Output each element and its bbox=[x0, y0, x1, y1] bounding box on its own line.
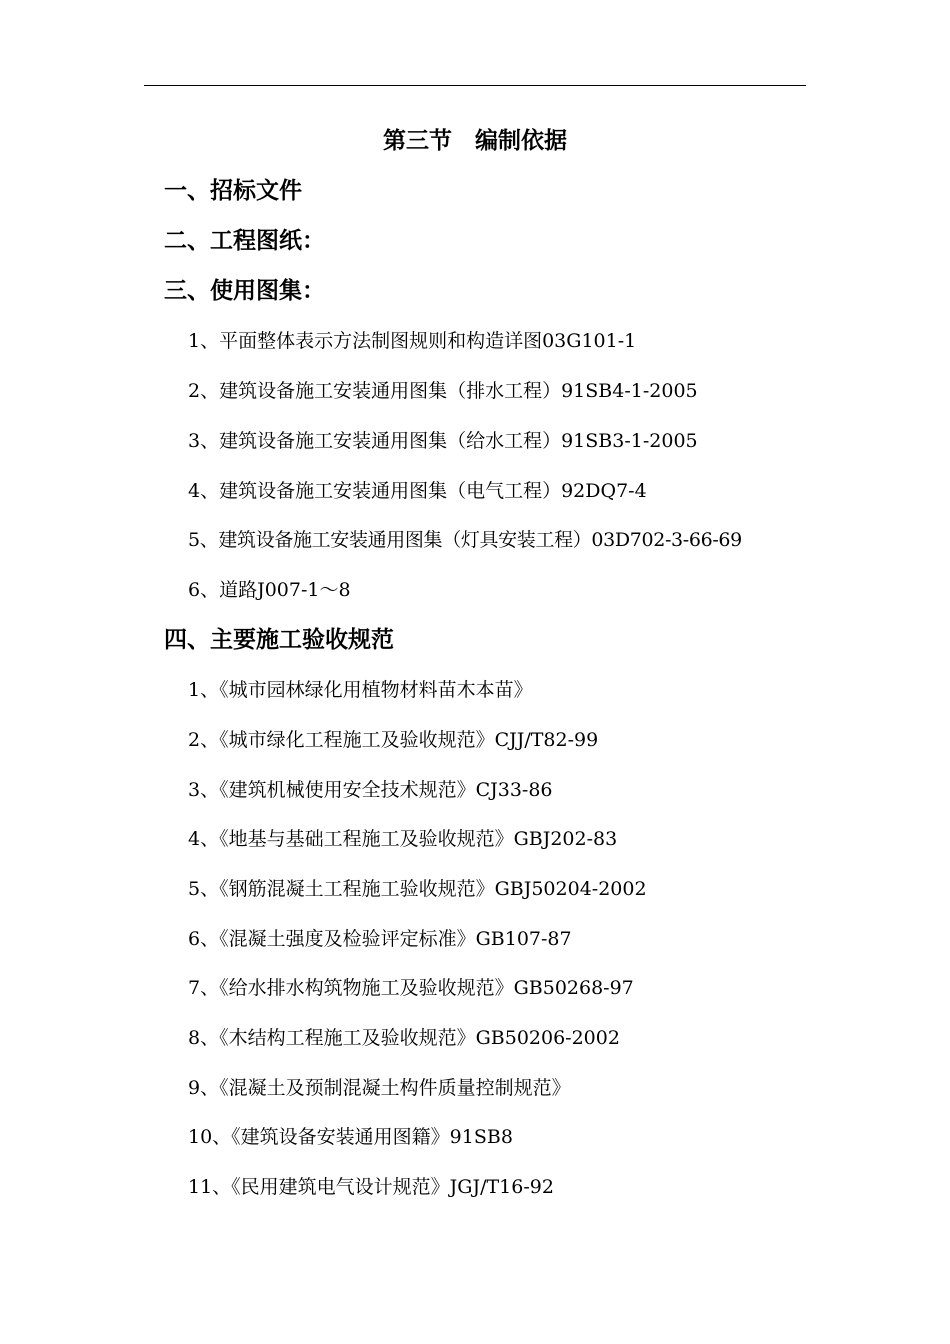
atlas-item-3: 3、建筑设备施工安装通用图集（给水工程）91SB3-1-2005 bbox=[188, 430, 698, 452]
spec-item-5: 5、《钢筋混凝土工程施工验收规范》GBJ50204-2002 bbox=[188, 878, 647, 900]
heading-tender-documents: 一、招标文件 bbox=[164, 178, 302, 204]
atlas-item-1: 1、平面整体表示方法制图规则和构造详图03G101-1 bbox=[188, 330, 637, 352]
atlas-item-4: 4、建筑设备施工安装通用图集（电气工程）92DQ7-4 bbox=[188, 480, 647, 502]
heading-acceptance-specs: 四、主要施工验收规范 bbox=[164, 627, 394, 653]
spec-item-7: 7、《给水排水构筑物施工及验收规范》GB50268-97 bbox=[188, 977, 634, 999]
spec-item-2: 2、《城市绿化工程施工及验收规范》CJJ/T82-99 bbox=[188, 729, 599, 751]
heading-atlases: 三、使用图集： bbox=[164, 278, 325, 304]
atlas-item-2: 2、建筑设备施工安装通用图集（排水工程）91SB4-1-2005 bbox=[188, 380, 698, 402]
spec-item-9: 9、《混凝土及预制混凝土构件质量控制规范》 bbox=[188, 1077, 571, 1099]
atlas-item-6: 6、道路J007-1～8 bbox=[188, 579, 351, 601]
section-title: 第三节 编制依据 bbox=[383, 128, 567, 154]
spec-item-6: 6、《混凝土强度及检验评定标准》GB107-87 bbox=[188, 928, 572, 950]
spec-item-10: 10、《建筑设备安装通用图籍》91SB8 bbox=[188, 1126, 513, 1148]
atlas-item-5: 5、建筑设备施工安装通用图集（灯具安装工程）03D702-3-66-69 bbox=[188, 529, 742, 551]
spec-item-3: 3、《建筑机械使用安全技术规范》CJ33-86 bbox=[188, 779, 553, 801]
spec-item-1: 1、《城市园林绿化用植物材料苗木本苗》 bbox=[188, 679, 533, 701]
header-rule bbox=[144, 85, 806, 86]
spec-item-4: 4、《地基与基础工程施工及验收规范》GBJ202-83 bbox=[188, 828, 618, 850]
heading-drawings: 二、工程图纸： bbox=[164, 228, 325, 254]
spec-item-11: 11、《民用建筑电气设计规范》JGJ/T16-92 bbox=[188, 1176, 554, 1198]
spec-item-8: 8、《木结构工程施工及验收规范》GB50206-2002 bbox=[188, 1027, 620, 1049]
